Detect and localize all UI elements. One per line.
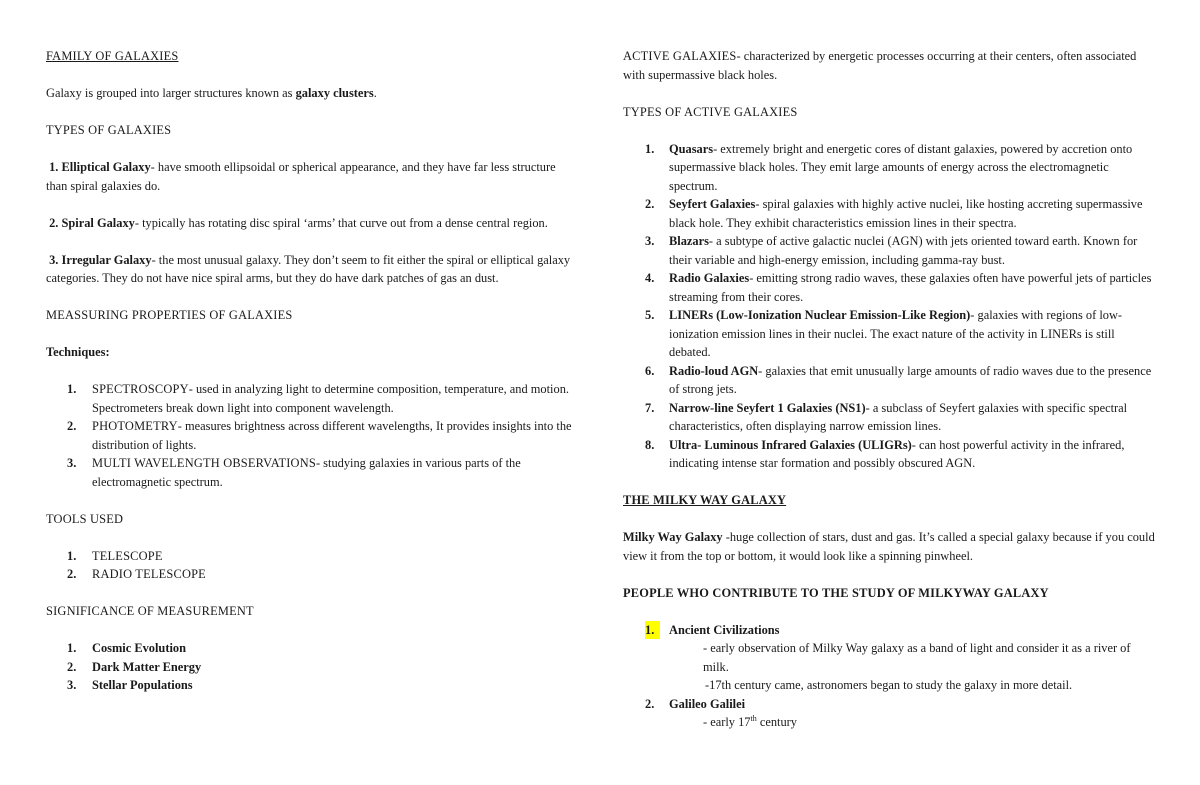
item-term: Dark Matter Energy [92, 659, 202, 674]
item-description: - measures brightness across different wavelengths, It provides insights into the distribution of lights. [92, 419, 572, 452]
item-description: - used in analyzing light to determine composition, temperature, and motion. Spectrometers break down light into component wavelength. [92, 382, 569, 415]
item-term: Radio-loud AGN [669, 363, 759, 378]
item-number: 1. [49, 160, 59, 174]
item-description: - spiral galaxies with highly active nuclei, like hosting accreting supermassive black hole. They exhibit characteristics emission lines in their spectra. [669, 197, 1143, 230]
item-description: - studying galaxies in various parts of the electromagnetic spectrum. [92, 456, 521, 489]
item-description: - extremely bright and energetic cores of distant galaxies, powered by accretion onto supermassive black holes. They emit large amounts of energy across the electromagnetic spectrum. [669, 141, 1133, 193]
tools-used-heading: TOOLS USED [46, 511, 124, 526]
item-number: 1. [67, 548, 77, 563]
item-number: 1. [67, 382, 77, 396]
galaxy-type-item [46, 214, 578, 233]
item-number: 3. [67, 456, 77, 470]
item-term: Ancient Civilizations [669, 622, 780, 637]
note-text-suffix: century [756, 715, 797, 729]
item-number: 5. [645, 308, 655, 322]
list-item [623, 140, 1155, 196]
item-number: 3. [49, 252, 59, 267]
item-description: - galaxies that emit unusually large amounts of radio waves due to the presence of strong jets. [669, 363, 1152, 396]
item-term: Ultra- Luminous Infrared Galaxies (ULIGRs) [669, 437, 912, 452]
list-item [46, 547, 578, 566]
milky-way-description: -huge collection of stars, dust and gas. It’s called a special galaxy because if you could view it from the top or bottom, it would look like a spinning pinwheel. [623, 530, 1155, 563]
item-number: 2. [645, 197, 655, 211]
list-item [46, 676, 578, 695]
item-description: - galaxies with regions of low-ionization emission lines in their nuclei. The exact nature of the activity in LINERs is still debated. [669, 308, 1123, 359]
list-item [46, 417, 578, 454]
item-number: 2. [645, 696, 655, 711]
item-note: -17th century came, astronomers began to study the galaxy in more detail. [705, 678, 1073, 692]
milky-way-term: Milky Way Galaxy [623, 530, 723, 544]
item-number: 1. [67, 641, 77, 655]
item-term: SPECTROSCOPY [92, 382, 189, 396]
item-note [669, 713, 1155, 732]
item-description: - a subtype of active galactic nuclei (AGN) with jets oriented toward earth. Known for their variable and high-energy emission, including gamma-ray bust. [669, 234, 1138, 267]
people-list [623, 621, 1155, 732]
item-term: Quasars [669, 141, 714, 156]
item-term: Cosmic Evolution [92, 641, 186, 655]
list-item [623, 195, 1155, 232]
item-description: - emitting strong radio waves, these galaxies often have powerful jets of particles streaming from their cores. [669, 271, 1152, 304]
left-column [46, 47, 578, 695]
item-description: - a subclass of Seyfert galaxies with specific spectral characteristics, often displaying narrow emission lines. [669, 400, 1128, 433]
list-item [46, 454, 578, 491]
list-item [46, 658, 578, 677]
item-number: 2. [67, 659, 77, 674]
people-heading-text: PEOPLE WHO CONTRIBUTE TO THE STUDY OF MILKYWAY GALAXY [623, 585, 1049, 600]
item-note: - early observation of Milky Way galaxy as a band of light and consider it as a river of milk. [703, 641, 1131, 674]
list-item [623, 436, 1155, 473]
item-term: Spiral Galaxy [61, 215, 135, 230]
galaxy-type-item [46, 251, 578, 288]
list-item [623, 399, 1155, 436]
tools-list [46, 547, 578, 584]
list-item [623, 269, 1155, 306]
item-number: 3. [645, 234, 655, 248]
milky-way-heading [623, 491, 1155, 510]
types-of-galaxies-heading: TYPES OF GALAXIES [46, 123, 172, 137]
intro-paragraph [46, 84, 578, 103]
item-number: 7. [645, 400, 655, 415]
techniques-list [46, 380, 578, 491]
galaxy-type-item [46, 158, 578, 195]
item-term: Radio Galaxies [669, 271, 750, 285]
significance-list [46, 639, 578, 695]
item-number: 6. [645, 363, 655, 378]
item-term: Narrow-line Seyfert 1 Galaxies (NS1) [669, 400, 866, 415]
item-number: 2. [67, 567, 77, 581]
item-description: - have smooth ellipsoidal or spherical appearance, and they have far less structure than spiral galaxies do. [46, 160, 556, 193]
item-term: Galileo Galilei [669, 696, 746, 711]
highlighted-item-number: 1. [645, 621, 660, 640]
right-column [623, 47, 1155, 732]
item-description: - the most unusual galaxy. They don’t seem to fit either the spiral or elliptical galaxy categories. They do not have nice spiral arms, but they do have dark patches of gas an dust. [46, 252, 571, 285]
milky-way-paragraph [623, 528, 1155, 565]
milky-way-heading-text: THE MILKY WAY GALAXY [623, 493, 787, 507]
active-galaxies-description: - characterized by energetic processes occurring at their centers, often associated with supermassive black holes. [623, 49, 1137, 82]
family-of-galaxies-heading: FAMILY OF GALAXIES [46, 49, 179, 63]
item-term: LINERs (Low-Ionization Nuclear Emission-Like Region) [669, 308, 971, 322]
item-term: TELESCOPE [92, 548, 163, 563]
list-item [46, 565, 578, 584]
note-text: - early 17 [703, 715, 751, 729]
item-number: 1. [645, 141, 655, 156]
active-galaxies-paragraph [623, 47, 1155, 84]
item-number: 2. [67, 419, 77, 433]
item-description: - can host powerful activity in the infrared, indicating intense star formation and possibly obscured AGN. [669, 437, 1125, 470]
intro-text: Galaxy is grouped into larger structures known as [46, 86, 296, 100]
list-item [623, 362, 1155, 399]
people-heading [623, 584, 1155, 603]
list-item [623, 695, 1155, 732]
techniques-label [46, 343, 578, 362]
techniques-label-text: Techniques: [46, 345, 110, 359]
intro-suffix: . [373, 86, 377, 100]
item-term: Elliptical Galaxy [61, 160, 151, 174]
item-term: Irregular Galaxy [61, 252, 152, 267]
item-term: PHOTOMETRY [92, 419, 178, 433]
active-galaxies-term: ACTIVE GALAXIES [623, 49, 737, 63]
item-term: Stellar Populations [92, 678, 193, 692]
significance-heading: SIGNIFICANCE OF MEASUREMENT [46, 604, 254, 618]
note-superscript: th [750, 713, 757, 723]
item-term: Blazars [669, 234, 709, 248]
active-types-list [623, 140, 1155, 473]
item-description: - typically has rotating disc spiral ‘arms’ that curve out from a dense central region. [134, 215, 548, 230]
list-item [46, 380, 578, 417]
item-number: 8. [645, 437, 655, 452]
measuring-properties-heading: MEASSURING PROPERTIES OF GALAXIES [46, 308, 293, 322]
item-number: 2. [49, 215, 59, 230]
item-number: 3. [67, 678, 77, 692]
item-term: MULTI WAVELENGTH OBSERVATIONS [92, 456, 316, 470]
item-term: RADIO TELESCOPE [92, 567, 206, 581]
list-item [623, 621, 1155, 695]
list-item [623, 232, 1155, 269]
intro-bold-term: galaxy clusters [295, 86, 374, 100]
list-item [46, 639, 578, 658]
list-item [623, 306, 1155, 362]
item-term: Seyfert Galaxies [669, 197, 756, 211]
item-number: 4. [645, 271, 655, 285]
types-of-active-galaxies-heading: TYPES OF ACTIVE GALAXIES [623, 104, 798, 119]
